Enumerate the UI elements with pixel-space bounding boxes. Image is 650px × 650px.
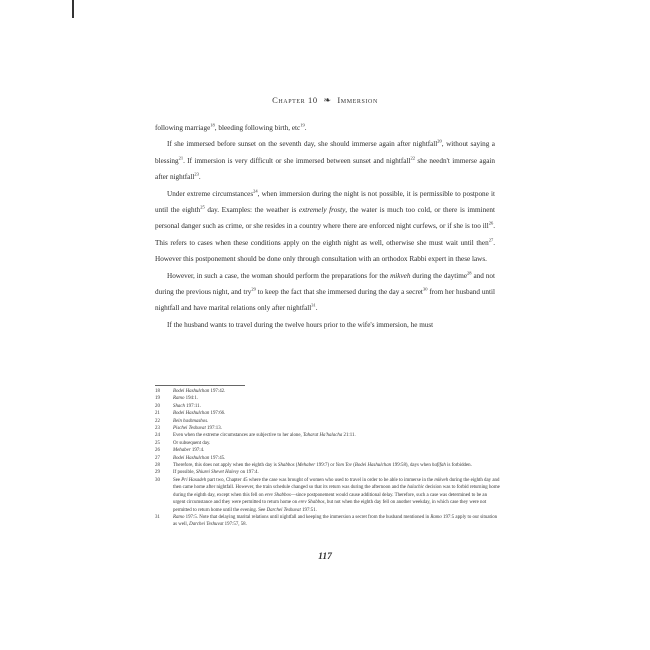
- text-run: is forbidden.: [445, 463, 472, 469]
- text-run: See: [173, 477, 182, 483]
- footnote-number: 31: [155, 514, 160, 520]
- italic-term: Darchei Teshuvat: [189, 522, 224, 528]
- paragraph: [155, 268, 495, 317]
- italic-term: Ramo: [173, 396, 185, 402]
- footnote-text: [173, 440, 500, 447]
- text-run: 197:13.: [205, 426, 222, 432]
- text-run: 197:42.: [209, 389, 226, 394]
- footnote: [155, 425, 500, 432]
- text-run: decision was to forbid returning home during the eighth day, except when this fell on: [173, 485, 500, 498]
- text-run: .: [304, 124, 307, 132]
- footnote: [155, 455, 500, 462]
- text-run: and not during the previous night, and try: [155, 271, 496, 297]
- italic-term: Bein hashmashos: [173, 418, 208, 424]
- text-run: day. Examples: the weather is: [204, 206, 299, 215]
- footnote-ref: 24: [253, 188, 258, 194]
- footnote: [155, 440, 500, 447]
- text-run: from her husband until nightfall and have marital relations only after nightfall: [155, 288, 495, 313]
- footnotes: [155, 388, 500, 529]
- footnote-number: 18: [155, 389, 160, 394]
- chapter-label: Chapter 10: [272, 95, 318, 105]
- text-run: .: [315, 304, 318, 313]
- footnote-number: 27: [155, 455, 160, 461]
- italic-term: Bodei Hashulchan: [173, 455, 210, 461]
- footnote-text: [173, 447, 500, 454]
- footnote-number: 23: [155, 426, 160, 432]
- text-run: Or subsequent day.: [173, 440, 211, 446]
- footnote-text: [173, 403, 500, 410]
- italic-term: Pischei Teshuvat: [173, 426, 206, 432]
- footnote-number: 19: [155, 396, 160, 402]
- footnote-divider: [155, 385, 245, 386]
- paragraph: [155, 317, 495, 333]
- footnote-number: 29: [155, 470, 160, 476]
- footnote-ref: 28: [467, 270, 472, 276]
- page-number: 117: [318, 552, 332, 562]
- text-run: 197:5 apply to our situation as well,: [173, 514, 498, 528]
- text-run: , without saying a blessing: [155, 140, 496, 165]
- text-run: 197:45.: [209, 455, 226, 461]
- footnote-ref: 26: [488, 221, 494, 227]
- italic-term: erev Shabbos: [298, 500, 325, 506]
- text-run: Even when the extreme circumstances are subjective to her alone,: [173, 433, 303, 439]
- footnote-ref: 30: [422, 286, 428, 292]
- text-run: If she immersed before sunset on the seventh day, she should immerse again after nightfall: [167, 140, 438, 149]
- text-run: However, in such a case, the woman should perform the preparations for the: [167, 271, 391, 280]
- footnote-number: 30: [155, 477, 160, 483]
- text-run: If the husband wants to travel during the twelve hours prior to the wife's immersion, he must: [167, 320, 434, 329]
- footnote-number: 26: [155, 448, 160, 454]
- text-run: 197:66.: [209, 411, 226, 417]
- footnote-number: 21: [155, 411, 160, 417]
- footnote-ref: 25: [200, 204, 205, 210]
- footnote: [155, 403, 500, 410]
- italic-term: Shiurei Shevet Halevy: [195, 470, 239, 476]
- text-run: during the eighth day and then came home after nightfall. However, the train schedule changed so that its return was during the afternoon and the: [173, 477, 500, 491]
- text-run: , when immersion during the night is not possible, it is permissible to postpone it until the eighth: [155, 189, 495, 215]
- footnote-text: [173, 469, 500, 476]
- text-run: (: [294, 463, 298, 469]
- footnote-text: [173, 410, 500, 417]
- text-run: during the daytime: [410, 271, 468, 280]
- text-run: part two, Chapter 45 where the case was brought of women who used to travel in order to be able to immerse in the: [206, 477, 435, 483]
- footnote-ref: 29: [251, 286, 256, 292]
- text-run: on 197:4.: [238, 470, 259, 476]
- text-run: If possible,: [173, 470, 196, 476]
- scan-edge-mark: [72, 0, 74, 18]
- footnote-text: [173, 455, 500, 462]
- footnote: [155, 388, 500, 395]
- chapter-title: Immersion: [337, 95, 378, 105]
- footnote: [155, 395, 500, 402]
- footnote-ref: 27: [488, 237, 494, 243]
- footnote-ref: 21: [178, 155, 184, 161]
- italic-term: Bodei Hashulchan: [173, 389, 210, 394]
- text-run: 199:7) or: [315, 463, 336, 469]
- footnote: [155, 432, 500, 439]
- text-run: (: [351, 463, 355, 469]
- italic-term: hafifah: [432, 463, 446, 469]
- text-run: .: [198, 173, 201, 182]
- italic-term: erev Shabbos: [264, 492, 291, 498]
- italic-term: Mehaber: [173, 448, 191, 454]
- text-run: . If immersion is very difficult or she immersed between sunset and nightfall: [183, 156, 411, 165]
- footnote-ref: 19: [300, 122, 305, 128]
- paragraph: [155, 120, 495, 136]
- text-run: 197:11.: [184, 403, 201, 409]
- text-run: 21:11.: [342, 433, 356, 439]
- footnote-number: 20: [155, 403, 160, 409]
- main-text: [155, 120, 495, 333]
- italic-term: Bodei Hashulchan: [173, 411, 210, 417]
- footnote-ref: 22: [410, 155, 415, 161]
- italic-term: mikveh: [390, 271, 411, 280]
- footnote: [155, 514, 500, 529]
- footnote: [155, 418, 500, 425]
- footnote-text: [173, 462, 500, 469]
- text-run: Therefore, this does not apply when the eighth day is: [173, 463, 278, 469]
- text-run: 197:4.: [190, 448, 205, 454]
- fleuron-icon: ❧: [323, 95, 332, 105]
- text-run: . However this postponement should be done only through consultation with an orthodox Rabbi expert in these laws.: [155, 238, 495, 264]
- text-run: 197:51.: [300, 507, 317, 513]
- italic-term: Yom Tov: [335, 463, 352, 469]
- footnote-text: [173, 514, 500, 529]
- footnote-ref: 18: [210, 122, 215, 128]
- italic-term: Shabbos: [278, 463, 295, 469]
- footnote-text: [173, 432, 500, 439]
- text-run: 194:1.: [184, 396, 199, 402]
- italic-term: Pri Hasadeh: [181, 477, 207, 483]
- italic-term: Ramo: [173, 514, 185, 520]
- text-run: 197:57, 58.: [223, 522, 247, 528]
- footnote-text: [173, 477, 500, 514]
- text-run: , the water is much too cold, or there is imminent personal danger such as crime, or she resides in a country where there are enforced night curfews, or if she is too ill: [155, 206, 495, 231]
- footnote-text: [173, 388, 500, 395]
- text-run: Under extreme circumstances: [167, 189, 254, 198]
- footnote-ref: 23: [194, 171, 199, 177]
- text-run: 199:58), days when: [391, 463, 432, 469]
- footnote-text: [173, 395, 500, 402]
- italic-term: Ramo: [430, 514, 442, 520]
- footnote-number: 25: [155, 440, 160, 446]
- paragraph: [155, 186, 495, 268]
- footnote-number: 22: [155, 418, 160, 424]
- text-run: following marriage: [155, 124, 211, 132]
- text-run: she needn't immerse again after nightfall: [155, 156, 495, 182]
- footnote-text: [173, 425, 500, 432]
- text-run: .: [207, 418, 209, 424]
- paragraph: [155, 136, 495, 185]
- footnote: [155, 477, 500, 514]
- text-run: to keep the fact that she immersed during the day a secret: [255, 288, 423, 297]
- footnote: [155, 462, 500, 469]
- footnote: [155, 410, 500, 417]
- text-run: , but not when the eighth day fell on another weekday, in which case they were not permitted to return home until the evening. See: [173, 500, 487, 513]
- footnote-number: 28: [155, 463, 160, 469]
- italic-term: Mehaber: [297, 463, 316, 469]
- footnote-ref: 20: [437, 139, 442, 145]
- italic-term: Shach: [173, 403, 185, 409]
- italic-term: halachic: [407, 485, 425, 491]
- italic-term: Darchei Teshuvat: [266, 507, 301, 513]
- text-run: , bleeding following birth, etc: [214, 124, 301, 132]
- footnote-number: 24: [155, 433, 160, 439]
- footnote: [155, 469, 500, 476]
- text-run: . This refers to cases when these conditions apply on the eighth night as well, otherwise she must wait until then: [155, 222, 495, 247]
- italic-term: Bodei Hashulchan: [354, 463, 392, 469]
- italic-term: mikveh: [434, 477, 449, 483]
- italic-term: Taharat Ha'halacha: [302, 433, 343, 439]
- text-run: —since postponement would cause additional delay. Therefore, such a case was determined to be an urgent circumstance and they were permitted to return home on: [173, 492, 488, 506]
- footnote: [155, 447, 500, 454]
- footnote-ref: 31: [311, 303, 316, 309]
- running-header: [0, 95, 650, 106]
- italic-term: extremely frosty: [298, 206, 346, 215]
- text-run: 197:5. Note that delaying marital relations until nightfall and keeping the immersion a secret from the husband mentioned in: [184, 514, 431, 520]
- footnote-text: [173, 418, 500, 425]
